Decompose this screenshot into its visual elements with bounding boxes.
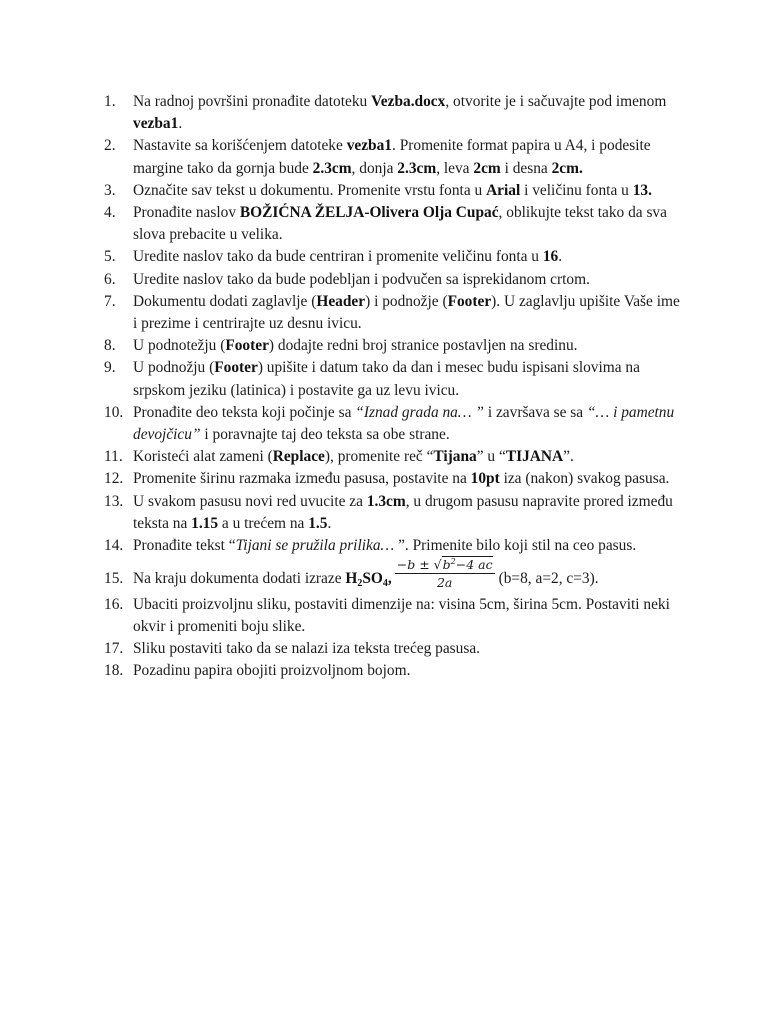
italic-text: “Iznad grada na… ”: [355, 403, 484, 421]
plain-text: ”. Primenite bilo koji stil na ceo pasus.: [398, 537, 637, 555]
plain-text: a u trećem na: [218, 514, 309, 532]
plain-text: Pozadinu papira obojiti proizvoljnom bojom.: [133, 662, 411, 680]
plain-text: i veličinu fonta u: [520, 181, 633, 199]
list-item: [104, 638, 684, 660]
item-number: 17.: [104, 640, 124, 658]
plain-text: Označite sav tekst u dokumentu. Promenite vrstu fonta u: [133, 181, 487, 199]
plain-text: ) i podnožje (: [365, 292, 448, 310]
bold-text: Header: [316, 292, 366, 310]
item-number: 9.: [104, 359, 116, 377]
item-text: [133, 594, 684, 638]
plain-text: ” u “: [476, 448, 506, 466]
plain-text: Pronađite naslov: [133, 204, 240, 222]
bold-text: 16: [542, 248, 559, 266]
plain-text: Uredite naslov tako da bude centriran i promenite veličinu fonta u: [133, 248, 543, 266]
item-number: 14.: [104, 537, 124, 555]
plain-text: i desna: [500, 159, 552, 177]
plain-text: U podnotežju (: [133, 337, 226, 355]
bold-text: 1.3cm: [366, 492, 406, 510]
bold-text: 1.5: [308, 514, 328, 532]
bold-text: 13.: [632, 181, 652, 199]
item-text: [133, 291, 684, 335]
plain-text: Na radnoj površini pronađite datoteku: [133, 93, 372, 110]
radical-sign: √: [433, 556, 442, 572]
bold-text: 2.3cm: [312, 159, 352, 177]
plain-text: ), promenite reč “: [324, 448, 434, 466]
plain-text: ) upišite i datum tako da dan i mesec budu ispisani slovima na srpskom jeziku (latinica) i postavite ga uz levu ivicu.: [133, 359, 640, 399]
list-item: [104, 402, 684, 446]
radicand-b: b: [442, 556, 451, 572]
list-item: [104, 135, 684, 179]
plain-text: ). U zaglavlju upišite Vaše ime i prezime i centrirajte uz desnu ivicu.: [133, 292, 680, 333]
bold-text: Replace: [272, 448, 325, 466]
plain-text: i poravnajte taj deo teksta sa obe strane.: [200, 426, 450, 444]
chemical-formula: [345, 570, 392, 590]
plain-text: .: [558, 248, 563, 266]
bold-text: Vezba.docx: [371, 93, 446, 110]
radicand-rest: −4 ac: [455, 556, 493, 572]
plain-text: Ubaciti proizvoljnu sliku, postaviti dimenzije na: visina 5cm, širina 5cm. Postaviti neki okvir i promeniti boju slike.: [133, 595, 670, 635]
item-number: 15.: [104, 570, 124, 588]
item-text: [133, 558, 684, 590]
radicand-power: 2: [450, 556, 456, 566]
list-item: [104, 269, 684, 291]
plain-text: .: [327, 514, 332, 532]
plain-text: , donja: [351, 159, 398, 177]
list-item: [104, 468, 684, 490]
formula-denominator: 2a: [436, 574, 453, 590]
plain-text: ) dodajte redni broj stranice postavljen na sredinu.: [268, 337, 578, 355]
bold-text: Footer: [214, 359, 258, 377]
list-item: [104, 660, 684, 682]
chem-part: H: [345, 570, 358, 588]
radicand: [442, 556, 493, 572]
list-item: [104, 202, 684, 246]
quadratic-formula: [395, 556, 495, 590]
plain-text: , u drugom pasusu napravite prored između teksta na: [133, 492, 673, 532]
bold-text: Tijana: [433, 448, 477, 466]
plain-text: Nastavite sa korišćenjem datoteke: [133, 137, 347, 155]
list-item: [104, 246, 684, 268]
item-number: 6.: [104, 270, 116, 288]
chem-subscript: 2: [357, 578, 363, 590]
item-text: [133, 269, 684, 291]
bold-text: 2cm: [473, 159, 501, 177]
bold-text: 2.3cm: [397, 159, 437, 177]
formula-values: (b=8, a=2, c=3).: [498, 570, 599, 588]
item-text: [133, 202, 684, 246]
item-number: 13.: [104, 492, 124, 510]
instruction-list: [104, 91, 684, 683]
bold-text: vezba1: [133, 115, 179, 133]
formula-numerator: [395, 556, 495, 574]
item-number: 18.: [104, 662, 124, 680]
item-number: 3.: [104, 181, 116, 199]
plain-text: Promenite širinu razmaka između pasusa, postavite na: [133, 470, 471, 488]
plain-text: Koristeći alat zameni (: [133, 448, 273, 466]
plain-text: .: [178, 115, 183, 133]
bold-text: vezba1: [346, 137, 392, 155]
item-text: [133, 335, 684, 357]
plain-text: Dokumentu dodati zaglavlje (: [133, 292, 317, 310]
item-number: 1.: [104, 93, 116, 110]
plain-text: . Promenite format papira u A4, i podesite margine tako da gornja bude: [133, 137, 651, 177]
item-number: 2.: [104, 137, 116, 155]
bold-text: TIJANA: [505, 448, 564, 466]
plain-text: ”.: [563, 448, 574, 466]
plain-text: , leva: [436, 159, 474, 177]
bold-text: Footer: [225, 337, 269, 355]
item-text: [133, 638, 684, 660]
numerator-prefix: −b ±: [396, 556, 434, 572]
chem-part: SO: [362, 570, 383, 588]
plain-text: U podnožju (: [133, 359, 215, 377]
item-text: [133, 468, 684, 490]
list-item: [104, 535, 684, 557]
plain-text: , otvorite je i sačuvajte pod imenom: [445, 93, 667, 110]
item-number: 12.: [104, 470, 124, 488]
item-text: [133, 535, 684, 557]
bold-text: BOŽIĆNA ŽELJA-Olivera Olja Cupać: [239, 204, 499, 222]
bold-text: Arial: [486, 181, 521, 199]
item-text: [133, 402, 684, 446]
italic-text: “… i pametnu devojčicu”: [133, 403, 675, 444]
plain-text: Uredite naslov tako da bude podebljan i podvučen sa isprekidanom crtom.: [133, 270, 590, 288]
plain-text: Pronađite deo teksta koji počinje sa: [133, 403, 356, 421]
bold-text: 2cm.: [551, 159, 583, 177]
item-number: 8.: [104, 337, 116, 355]
item-text: [133, 446, 684, 468]
item-number: 16.: [104, 595, 124, 613]
plain-text: Pronađite tekst “: [133, 537, 236, 555]
plain-text: U svakom pasusu novi red uvucite za: [133, 492, 367, 510]
list-item: [104, 446, 684, 468]
item-text: [133, 135, 684, 179]
item-number: 5.: [104, 248, 116, 266]
list-item: [104, 180, 684, 202]
item-text: [133, 357, 684, 401]
list-item: [104, 91, 684, 135]
list-item: [104, 335, 684, 357]
item-number: 4.: [104, 204, 116, 222]
item-text: [133, 180, 684, 202]
plain-text: , oblikujte tekst tako da sva slova prebacite u velika.: [133, 204, 667, 244]
list-item: [104, 491, 684, 535]
item-number: 7.: [104, 292, 116, 310]
item-number: 10.: [104, 403, 124, 421]
bold-text: 1.15: [191, 514, 219, 532]
chem-subscript: 4: [382, 578, 388, 590]
item-text: [133, 91, 684, 135]
list-item: [104, 357, 684, 401]
list-item: [104, 291, 684, 335]
plain-text: Sliku postaviti tako da se nalazi iza teksta trećeg pasusa.: [133, 640, 481, 658]
list-item: [104, 594, 684, 638]
plain-text: iza (nakon) svakog pasusa.: [499, 470, 670, 488]
italic-text: Tijani se pružila prilika…: [235, 537, 399, 555]
item-text: [133, 660, 684, 682]
item-text: [133, 491, 684, 535]
plain-text: Na kraju dokumenta dodati izraze: [133, 570, 346, 588]
plain-text: i završava se sa: [483, 403, 587, 421]
item-text: [133, 246, 684, 268]
bold-text: 10pt: [470, 470, 500, 488]
chem-part: ,: [387, 570, 392, 588]
bold-text: Footer: [447, 292, 492, 310]
item-number: 11.: [104, 448, 123, 466]
list-item: [104, 558, 684, 590]
